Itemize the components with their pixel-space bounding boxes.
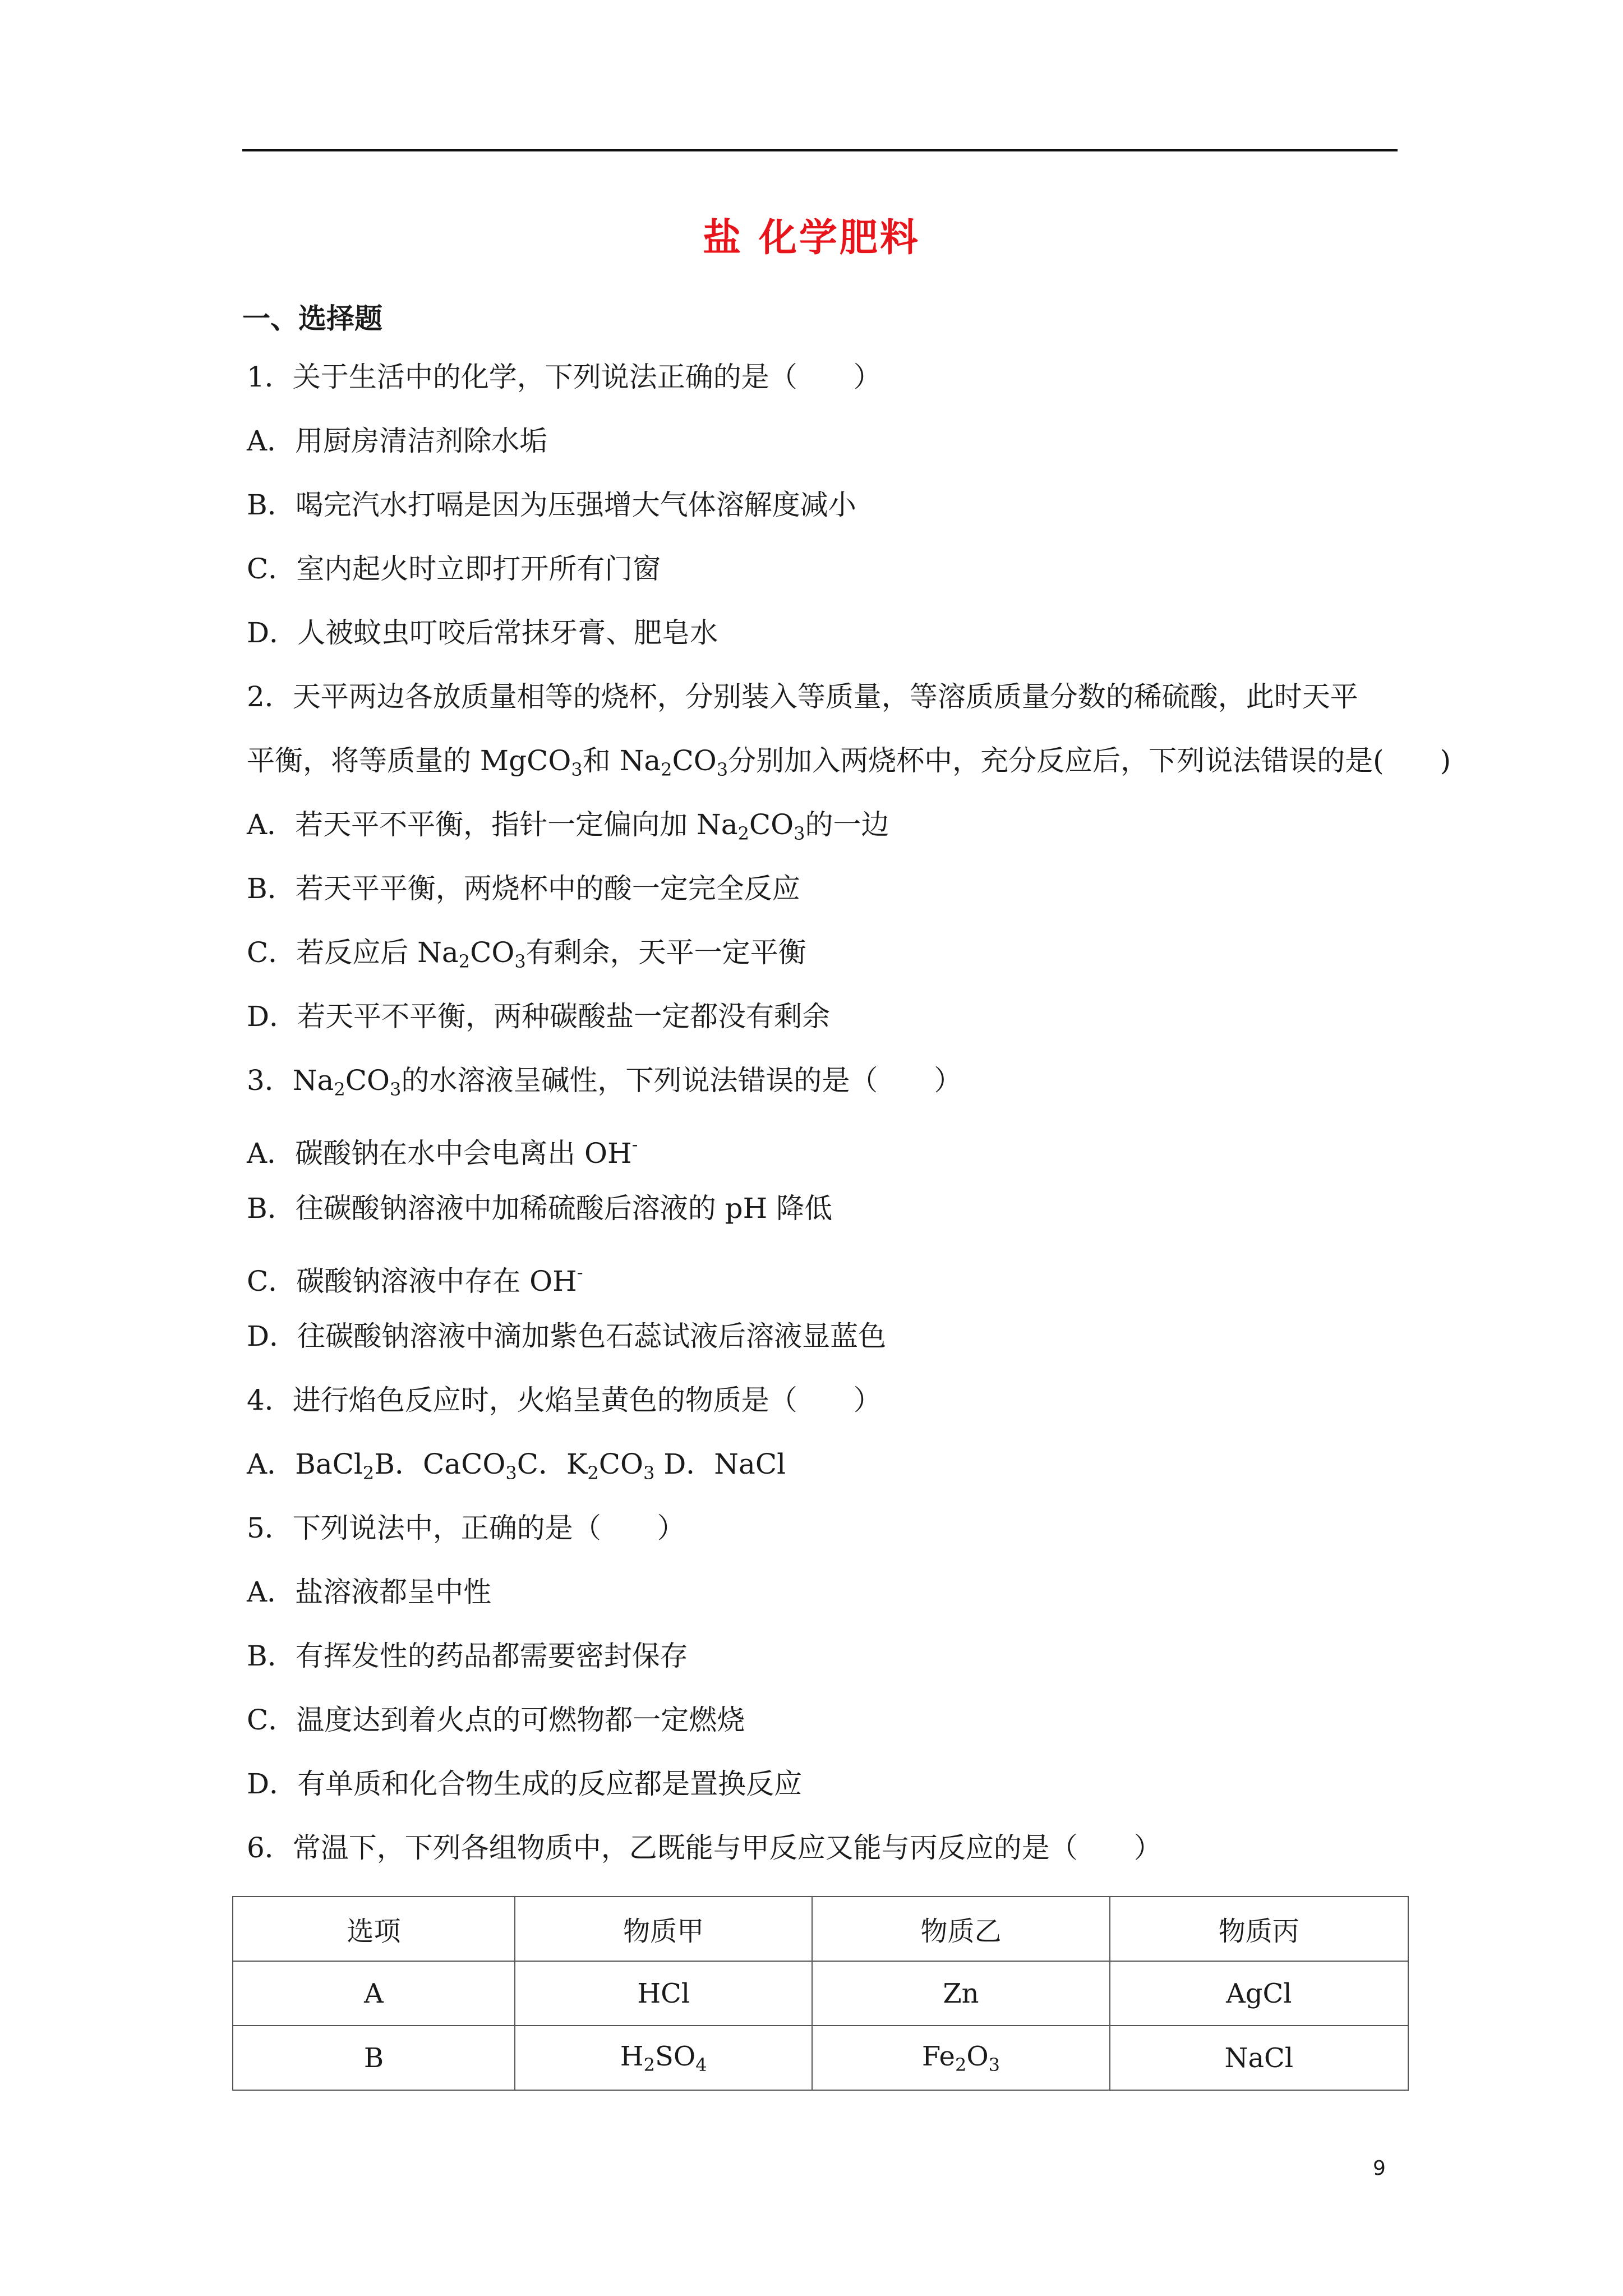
table-row <box>233 2026 1408 2090</box>
q4-stem: 4．进行焰色反应时，火焰呈黄色的物质是（ ） <box>247 1384 882 1416</box>
q1-option-a: A．用厨房清洁剂除水垢 <box>247 425 548 457</box>
table-header: 物质甲 <box>515 1897 812 1961</box>
q2-option-c: C．若反应后 $Na_2CO_3$有剩余，天平一定平衡 <box>247 936 806 972</box>
q3-option-d: D．往碳酸钠溶液中滴加紫色石蕊试液后溶液显蓝色 <box>247 1320 887 1352</box>
q6-stem: 6．常温下，下列各组物质中，乙既能与甲反应又能与丙反应的是（ ） <box>247 1832 1162 1864</box>
q3-option-a: A．碳酸钠在水中会电离出 OH- <box>247 1134 638 1170</box>
table-cell: NaCl <box>1110 2026 1408 2090</box>
q4-options: A．BaCl$_2$B．CaCO$_3$C．$K_2CO_3$ D．NaCl <box>247 1448 786 1484</box>
table-row <box>233 1961 1408 2026</box>
table-header-row <box>233 1897 1408 1961</box>
table-header: 物质乙 <box>812 1897 1109 1961</box>
table-cell: A <box>233 1961 515 2026</box>
q5-option-b: B．有挥发性的药品都需要密封保存 <box>247 1640 688 1672</box>
section-heading: 一、选择题 <box>242 302 382 335</box>
q5-option-a: A．盐溶液都呈中性 <box>247 1576 492 1608</box>
q1-option-c: C．室内起火时立即打开所有门窗 <box>247 553 661 585</box>
q2-stem-line1: 2．天平两边各放质量相等的烧杯，分别装入等质量，等溶质质量分数的稀硫酸，此时天平 <box>247 680 1358 713</box>
q5-option-c: C．温度达到着火点的可燃物都一定燃烧 <box>247 1704 745 1736</box>
q5-stem: 5．下列说法中，正确的是（ ） <box>247 1512 685 1544</box>
q3-stem: 3．$Na_2CO_3$的水溶液呈碱性，下列说法错误的是（ ） <box>247 1064 962 1100</box>
q3-option-b: B．往碳酸钠溶液中加稀硫酸后溶液的 pH 降低 <box>247 1192 833 1225</box>
table-cell: AgCl <box>1110 1961 1408 2026</box>
q1-option-d: D．人被蚊虫叮咬后常抹牙膏、肥皂水 <box>247 616 718 649</box>
q6-table <box>232 1896 1409 2091</box>
header-rule <box>242 149 1398 151</box>
q2-option-b: B．若天平平衡，两烧杯中的酸一定完全反应 <box>247 872 800 905</box>
table-cell: B <box>233 2026 515 2090</box>
q1-stem: 1．关于生活中的化学，下列说法正确的是（ ） <box>247 361 882 393</box>
page-title: 盐 化学肥料 <box>703 215 920 260</box>
table-cell: Zn <box>812 1961 1109 2026</box>
q2-option-a: A．若天平不平衡，指针一定偏向加 $Na_2CO_3$的一边 <box>247 808 889 844</box>
table-cell: HCl <box>515 1961 812 2026</box>
table-header: 物质丙 <box>1110 1897 1408 1961</box>
table-cell: $H_2SO_4$ <box>515 2026 812 2090</box>
q1-option-b: B．喝完汽水打嗝是因为压强增大气体溶解度减小 <box>247 489 856 521</box>
q5-option-d: D．有单质和化合物生成的反应都是置换反应 <box>247 1768 803 1800</box>
table-header: 选项 <box>233 1897 515 1961</box>
q2-stem-line2: 平衡，将等质量的 MgCO$_3$和 $Na_2CO_3$分别加入两烧杯中，充分反应后，下列说法错误的是( ) <box>247 744 1451 780</box>
q3-option-c: C．碳酸钠溶液中存在 OH- <box>247 1262 583 1297</box>
page-number: 9 <box>1373 2157 1386 2180</box>
table-cell: $Fe_2O_3$ <box>812 2026 1109 2090</box>
q2-option-d: D．若天平不平衡，两种碳酸盐一定都没有剩余 <box>247 1000 831 1033</box>
